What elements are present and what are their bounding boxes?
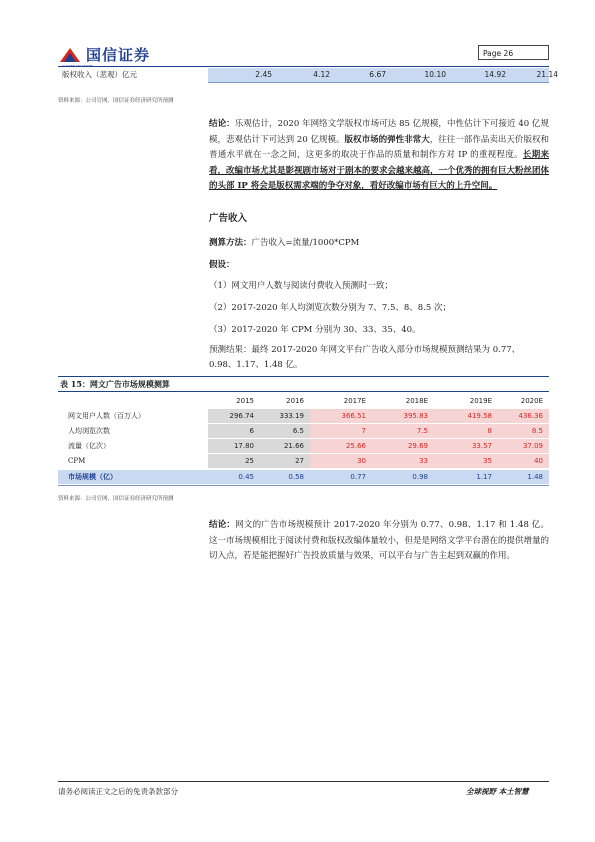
header-divider: [58, 66, 549, 67]
table-row: [58, 454, 549, 468]
table-cell: 33: [372, 454, 434, 468]
table-cell: 366.51: [310, 409, 372, 423]
assumption-heading: [209, 258, 235, 270]
page-number: Page 26: [478, 45, 549, 60]
source-note: 资料来源：公司官网、国信证券经济研究所预测: [58, 496, 174, 502]
table-cell: 25: [208, 454, 260, 468]
table-cell: 10.10: [424, 70, 446, 79]
table-row: [58, 424, 549, 438]
table-cell: 21.66: [260, 439, 310, 453]
table-cell: 2.45: [255, 70, 272, 79]
table-cell: 35: [434, 454, 498, 468]
conclusion-lead: 结论：: [209, 119, 235, 129]
footer-slogan: 全球视野 本土智慧: [466, 787, 529, 796]
company-name-en: GUOSEN SECURITIES: [62, 64, 94, 68]
conclusion-text: ，往往一部作品卖出天价版权和普通水平就在一念之间，这更多的取决于作品的质量和制作方对 IP 的重视程度。: [209, 134, 549, 160]
column-header: 2018E: [405, 397, 428, 405]
column-header: 2016: [286, 397, 304, 405]
footer-disclaimer: 请务必阅读正文之后的免责条款部分: [58, 787, 178, 796]
table-cell: 8: [434, 424, 498, 438]
row-label: CPM: [68, 457, 86, 465]
table-cell: 0.58: [260, 470, 310, 484]
table-bottom-rule: [58, 485, 549, 486]
row-label: 人均浏览次数: [68, 427, 110, 435]
table-cell: 1.48: [498, 470, 549, 484]
method-text: 广告收入=流量/1000*CPM: [251, 238, 360, 248]
table-cell: 40: [498, 454, 549, 468]
table-cell: 333.19: [260, 409, 310, 423]
header-blank: [58, 394, 208, 408]
forecast-line: 0.98、1.17、1.48 亿。: [209, 360, 303, 370]
conclusion-emphasis: 版权市场的弹性非常大: [344, 134, 430, 145]
forecast-line: 预测结果：最终 2017-2020 年网文平台广告收入部分市场规模预测结果为 0.77、: [209, 345, 521, 355]
table-total-row: [58, 470, 549, 484]
table-cell: 7.5: [372, 424, 434, 438]
row-label: 市场规模（亿）: [58, 470, 208, 484]
assumption-item: （3）2017-2020 年 CPM 分别为 30、33、35、40。: [209, 325, 421, 335]
conclusion-lead: 结论：: [209, 520, 236, 530]
assumption-item: （2）2017-2020 年人均浏览次数分别为 7、7.5、8、8.5 次；: [209, 303, 452, 313]
assumption-item: （1）网文用户人数与阅读付费收入预测时一致；: [209, 281, 393, 291]
table-cell: 17.80: [208, 439, 260, 453]
table-cell: 436.36: [498, 409, 549, 423]
row-label: 版权收入（悲观）亿元: [62, 70, 137, 79]
table-cell: 6.5: [260, 424, 310, 438]
column-header: 2015: [236, 397, 254, 405]
table-cell: 395.83: [372, 409, 434, 423]
table-cell: 37.09: [498, 439, 549, 453]
method-lead: 测算方法：: [209, 238, 252, 248]
method-line: [209, 236, 359, 248]
row-label: 网文用户人数（百万人）: [68, 412, 145, 420]
table-cell: 27: [260, 454, 310, 468]
assumption-heading-text: 假设：: [209, 260, 235, 270]
table-title: [58, 376, 549, 392]
conclusion-underlined: 长期来看，改编市场尤其是影视剧市场对于剧本的要求会越来越高，一个优秀的拥有巨大粉丝团体的头部 IP 将会是版权需求端的争夺对象，看好改编市场有巨大的上升空间。: [209, 150, 550, 191]
conclusion-paragraph: [209, 117, 549, 195]
footer-divider: [58, 781, 549, 782]
table-cell: 1.17: [434, 470, 498, 484]
table-cell: 419.58: [434, 409, 498, 423]
table-cell: 0.45: [208, 470, 260, 484]
section-heading: 广告收入: [209, 213, 248, 224]
logo-icon: [58, 42, 82, 64]
company-logo: [58, 40, 188, 68]
table-cell: 296.74: [208, 409, 260, 423]
conclusion-text: 网文的广告市场规模预计 2017-2020 年分别为 0.77、0.98、1.17 和 1.48 亿。这一市场规模相比于阅读付费和版权改编体量较小，但是是网络文学平台潜在的提供增量的切入点，若是能把握好广告投放质量与效果，可以平台与广告主起到双赢的作用。: [209, 520, 550, 561]
table-cell: 6: [208, 424, 260, 438]
table-cell: 8.5: [498, 424, 549, 438]
table-title-text: 表 15：网文广告市场规模测算: [60, 379, 170, 389]
company-name: 国信证券: [86, 46, 151, 64]
table-header-row: [58, 394, 549, 408]
table-cell: 0.77: [310, 470, 372, 484]
source-note: 资料来源：公司官网、国信证券经济研究所预测: [58, 98, 174, 104]
conclusion-text: 乐观估计，2020 年网络文学版权市场可达 85 亿规模，中性估计下可接近 40 亿规模，悲观估计下可达到 20 亿规模。: [209, 119, 549, 145]
table-cell: 6.67: [369, 70, 386, 79]
table-cell: 29.69: [372, 439, 434, 453]
table-cell: 0.98: [372, 470, 434, 484]
row-label: 流量（亿次）: [68, 442, 110, 450]
row-values: [208, 68, 558, 83]
column-header: 2020E: [520, 397, 543, 405]
conclusion-paragraph: [209, 518, 549, 565]
column-header: 2019E: [469, 397, 492, 405]
table-cell: 33.57: [434, 439, 498, 453]
table-cell: 25.66: [310, 439, 372, 453]
table-row: [58, 409, 549, 423]
table-cell: 21.14: [536, 70, 558, 79]
table-row: [58, 68, 558, 82]
table-row: [58, 439, 549, 453]
table-cell: 7: [310, 424, 372, 438]
table-cell: 4.12: [313, 70, 330, 79]
table-cell: 30: [310, 454, 372, 468]
column-header: 2017E: [343, 397, 366, 405]
table-cell: 14.92: [484, 70, 506, 79]
